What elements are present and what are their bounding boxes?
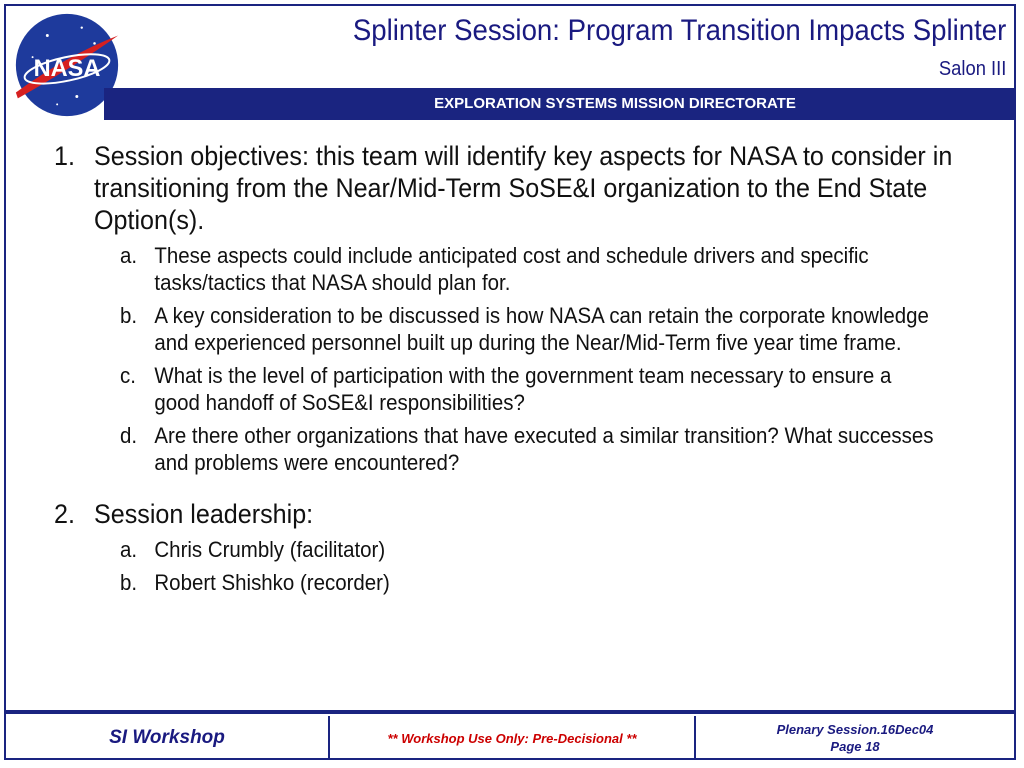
sub-item-text: Are there other organizations that have executed a similar transition? What successes and problems were encountered? — [154, 423, 934, 475]
sub-item — [120, 569, 938, 596]
banner-text: EXPLORATION SYSTEMS MISSION DIRECTORATE — [434, 95, 796, 112]
logo-text: NASA — [33, 55, 101, 82]
sub-item-text: These aspects could include anticipated cost and schedule drivers and specific tasks/tactics that NASA should plan for. — [154, 243, 869, 295]
slide-subtitle: Salon III — [938, 58, 1006, 80]
slide-content — [54, 140, 984, 596]
page-number: Page 18 — [830, 739, 880, 754]
footer-center — [330, 716, 696, 760]
directorate-banner — [104, 88, 1016, 120]
item-number: 1. — [54, 141, 75, 171]
sub-item-letter: b. — [120, 570, 138, 595]
sub-item-letter: b. — [120, 303, 138, 328]
workshop-name: SI Workshop — [109, 727, 225, 748]
sub-item — [120, 536, 938, 563]
item-number: 2. — [54, 499, 75, 529]
footer-left — [6, 716, 330, 760]
list-item — [54, 140, 984, 236]
list-item — [54, 498, 984, 530]
sub-item-text: Robert Shishko (recorder) — [154, 570, 390, 595]
section-spacer — [54, 476, 984, 498]
sub-item — [120, 242, 938, 296]
sub-item-text: A key consideration to be discussed is how NASA can retain the corporate knowledge and experienced personnel built up during the Near/Mid-Term five year time frame. — [154, 303, 929, 355]
footer — [6, 716, 1014, 760]
item-text: Session objectives: this team will identify key aspects for NASA to consider in transitioning from the Near/Mid-Term SoSE&I organization to the End State Option(s). — [93, 141, 953, 235]
sub-item-letter: d. — [120, 423, 138, 448]
slide-title: Splinter Session: Program Transition Impacts Splinter — [352, 14, 1006, 47]
sub-item — [120, 302, 938, 356]
sub-item-letter: a. — [120, 537, 138, 562]
sub-item-text: Chris Crumbly (facilitator) — [154, 537, 386, 562]
sub-item-letter: a. — [120, 243, 138, 268]
item-text: Session leadership: — [93, 499, 314, 529]
session-label: Plenary Session.16Dec04 — [776, 722, 934, 737]
sub-item-text: What is the level of participation with the government team necessary to ensure a good handoff of SoSE&I responsibilities? — [154, 363, 892, 415]
footer-divider — [6, 710, 1016, 714]
sub-item-letter: c. — [120, 363, 136, 388]
predecisional-notice: ** Workshop Use Only: Pre-Decisional ** — [387, 730, 637, 746]
sub-item — [120, 422, 938, 476]
sub-item — [120, 362, 938, 416]
footer-right — [696, 716, 1014, 760]
